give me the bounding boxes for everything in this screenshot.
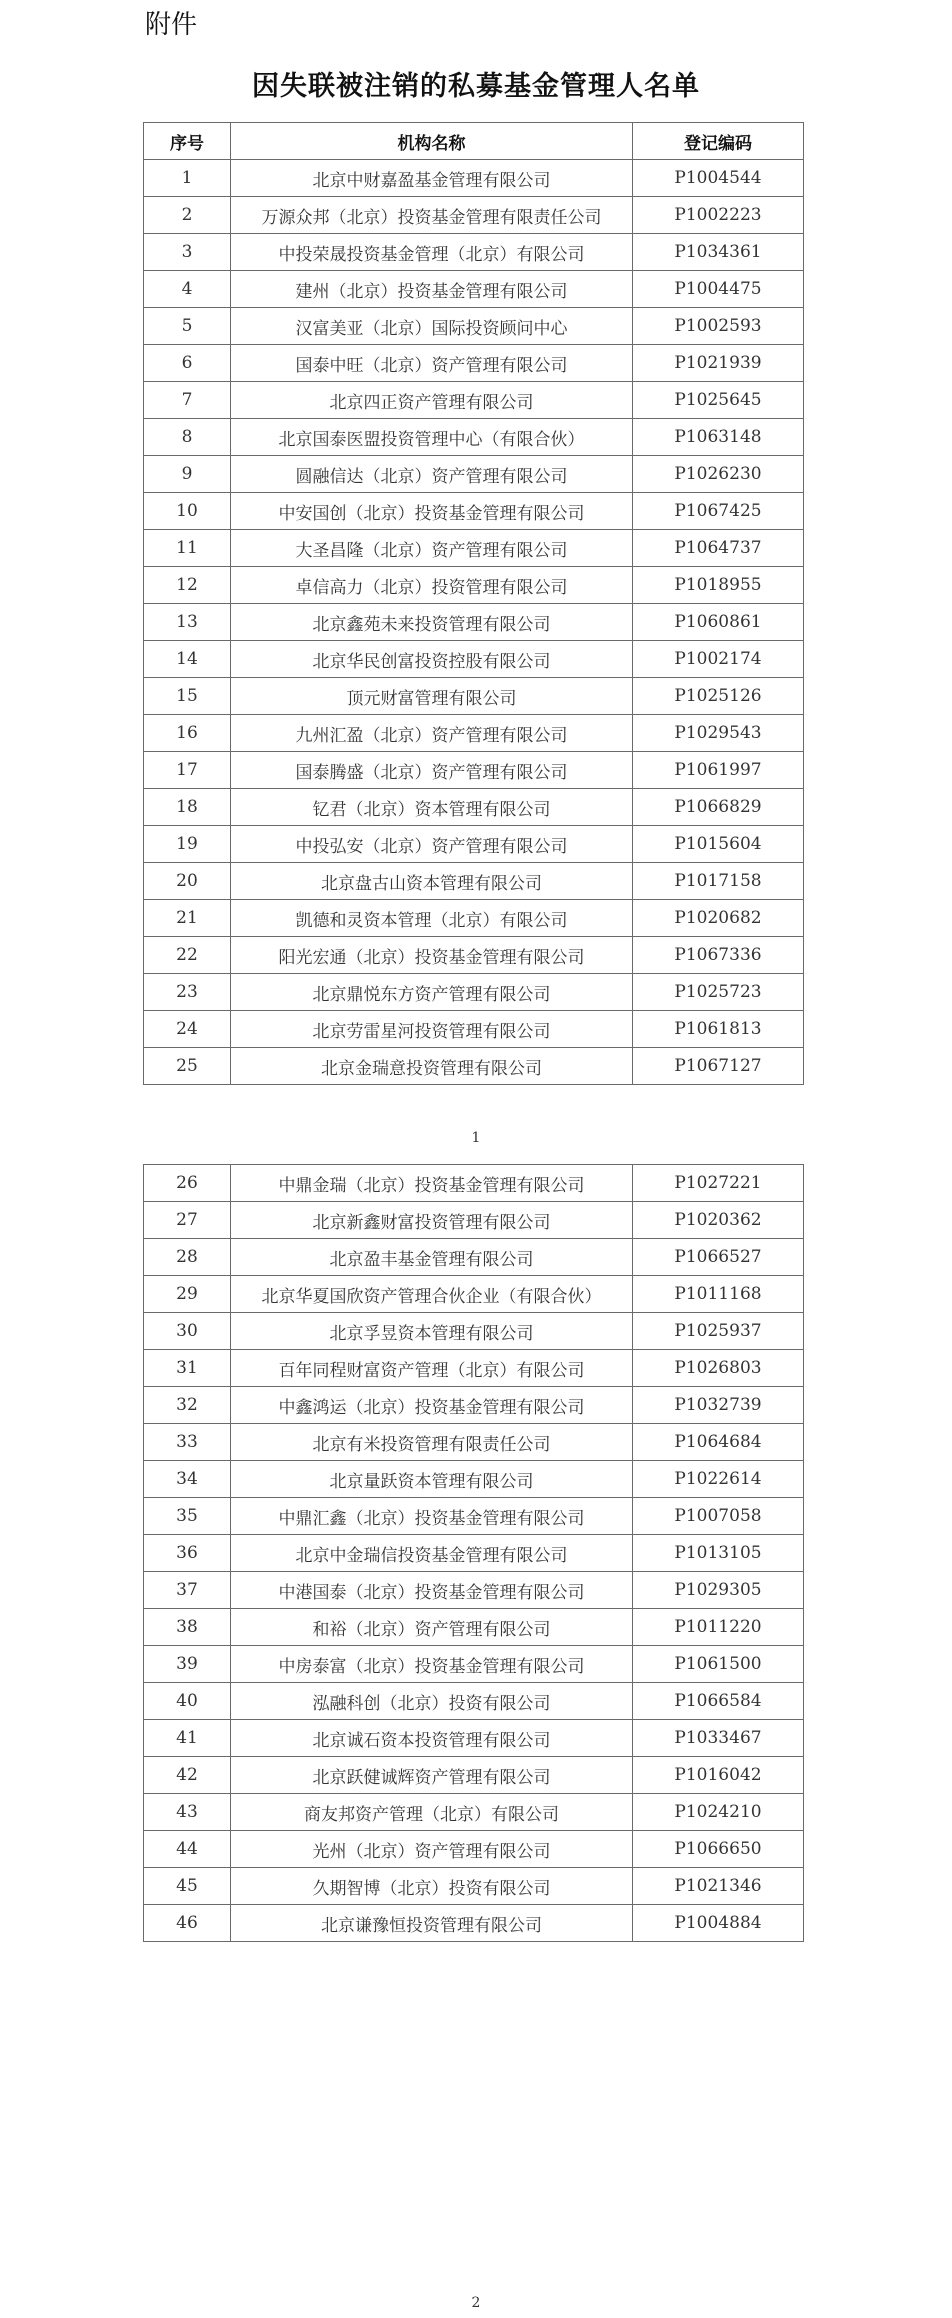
cell-seq: 28 xyxy=(144,1239,231,1276)
cell-institution-name: 百年同程财富资产管理（北京）有限公司 xyxy=(231,1350,633,1387)
table-row xyxy=(144,1424,804,1461)
cell-institution-name: 商友邦资产管理（北京）有限公司 xyxy=(231,1794,633,1831)
cell-institution-name: 久期智博（北京）投资有限公司 xyxy=(231,1868,633,1905)
header-code: 登记编码 xyxy=(633,123,804,160)
cell-institution-name: 北京四正资产管理有限公司 xyxy=(231,382,633,419)
cell-registration-code: P1002174 xyxy=(633,641,804,678)
cell-seq: 40 xyxy=(144,1683,231,1720)
cell-seq: 45 xyxy=(144,1868,231,1905)
table-row xyxy=(144,1239,804,1276)
table-row xyxy=(144,345,804,382)
cell-registration-code: P1017158 xyxy=(633,863,804,900)
cell-registration-code: P1011220 xyxy=(633,1609,804,1646)
cell-institution-name: 北京量跃资本管理有限公司 xyxy=(231,1461,633,1498)
table-row xyxy=(144,1868,804,1905)
cell-seq: 36 xyxy=(144,1535,231,1572)
manager-table-page-1 xyxy=(143,122,804,1085)
cell-institution-name: 北京鑫苑未来投资管理有限公司 xyxy=(231,604,633,641)
cell-registration-code: P1002593 xyxy=(633,308,804,345)
cell-registration-code: P1004884 xyxy=(633,1905,804,1942)
cell-registration-code: P1061813 xyxy=(633,1011,804,1048)
cell-registration-code: P1032739 xyxy=(633,1387,804,1424)
table-row xyxy=(144,1535,804,1572)
cell-institution-name: 北京诚石资本投资管理有限公司 xyxy=(231,1720,633,1757)
table-row xyxy=(144,1048,804,1085)
table-row xyxy=(144,937,804,974)
cell-seq: 17 xyxy=(144,752,231,789)
cell-registration-code: P1020682 xyxy=(633,900,804,937)
table-row xyxy=(144,641,804,678)
cell-registration-code: P1026803 xyxy=(633,1350,804,1387)
cell-institution-name: 北京谦豫恒投资管理有限公司 xyxy=(231,1905,633,1942)
cell-registration-code: P1020362 xyxy=(633,1202,804,1239)
table-row xyxy=(144,752,804,789)
table-row xyxy=(144,530,804,567)
table-row xyxy=(144,900,804,937)
cell-seq: 2 xyxy=(144,197,231,234)
table-row xyxy=(144,1646,804,1683)
cell-registration-code: P1027221 xyxy=(633,1165,804,1202)
table-row xyxy=(144,271,804,308)
cell-seq: 10 xyxy=(144,493,231,530)
table-row xyxy=(144,234,804,271)
cell-registration-code: P1034361 xyxy=(633,234,804,271)
cell-seq: 31 xyxy=(144,1350,231,1387)
cell-registration-code: P1029305 xyxy=(633,1572,804,1609)
table-row xyxy=(144,197,804,234)
cell-institution-name: 凯德和灵资本管理（北京）有限公司 xyxy=(231,900,633,937)
cell-institution-name: 大圣昌隆（北京）资产管理有限公司 xyxy=(231,530,633,567)
cell-institution-name: 汉富美亚（北京）国际投资顾问中心 xyxy=(231,308,633,345)
cell-seq: 35 xyxy=(144,1498,231,1535)
cell-registration-code: P1026230 xyxy=(633,456,804,493)
table-row xyxy=(144,678,804,715)
table-row xyxy=(144,419,804,456)
cell-institution-name: 国泰中旺（北京）资产管理有限公司 xyxy=(231,345,633,382)
cell-seq: 44 xyxy=(144,1831,231,1868)
cell-institution-name: 北京盈丰基金管理有限公司 xyxy=(231,1239,633,1276)
table-header-row xyxy=(144,123,804,160)
cell-registration-code: P1025723 xyxy=(633,974,804,1011)
cell-registration-code: P1015604 xyxy=(633,826,804,863)
cell-seq: 3 xyxy=(144,234,231,271)
cell-seq: 33 xyxy=(144,1424,231,1461)
cell-registration-code: P1060861 xyxy=(633,604,804,641)
cell-seq: 42 xyxy=(144,1757,231,1794)
table-row xyxy=(144,1609,804,1646)
table-row xyxy=(144,1831,804,1868)
table-row xyxy=(144,1011,804,1048)
table-row xyxy=(144,1757,804,1794)
cell-institution-name: 中鑫鸿运（北京）投资基金管理有限公司 xyxy=(231,1387,633,1424)
table-row xyxy=(144,826,804,863)
table-row xyxy=(144,1572,804,1609)
cell-institution-name: 北京新鑫财富投资管理有限公司 xyxy=(231,1202,633,1239)
cell-seq: 20 xyxy=(144,863,231,900)
cell-registration-code: P1066650 xyxy=(633,1831,804,1868)
cell-institution-name: 北京孚昱资本管理有限公司 xyxy=(231,1313,633,1350)
cell-institution-name: 阳光宏通（北京）投资基金管理有限公司 xyxy=(231,937,633,974)
table-row xyxy=(144,1202,804,1239)
cell-seq: 21 xyxy=(144,900,231,937)
cell-seq: 1 xyxy=(144,160,231,197)
cell-institution-name: 和裕（北京）资产管理有限公司 xyxy=(231,1609,633,1646)
table-row xyxy=(144,567,804,604)
cell-institution-name: 北京中金瑞信投资基金管理有限公司 xyxy=(231,1535,633,1572)
cell-seq: 38 xyxy=(144,1609,231,1646)
cell-institution-name: 中鼎金瑞（北京）投资基金管理有限公司 xyxy=(231,1165,633,1202)
cell-institution-name: 北京有米投资管理有限责任公司 xyxy=(231,1424,633,1461)
cell-registration-code: P1064737 xyxy=(633,530,804,567)
cell-registration-code: P1002223 xyxy=(633,197,804,234)
cell-institution-name: 中鼎汇鑫（北京）投资基金管理有限公司 xyxy=(231,1498,633,1535)
cell-registration-code: P1066584 xyxy=(633,1683,804,1720)
table-row xyxy=(144,974,804,1011)
cell-registration-code: P1024210 xyxy=(633,1794,804,1831)
cell-registration-code: P1064684 xyxy=(633,1424,804,1461)
cell-seq: 43 xyxy=(144,1794,231,1831)
table-row xyxy=(144,1165,804,1202)
cell-registration-code: P1067336 xyxy=(633,937,804,974)
cell-institution-name: 北京华民创富投资控股有限公司 xyxy=(231,641,633,678)
cell-institution-name: 国泰腾盛（北京）资产管理有限公司 xyxy=(231,752,633,789)
cell-institution-name: 九州汇盈（北京）资产管理有限公司 xyxy=(231,715,633,752)
cell-institution-name: 北京盘古山资本管理有限公司 xyxy=(231,863,633,900)
cell-institution-name: 卓信高力（北京）投资管理有限公司 xyxy=(231,567,633,604)
table-row xyxy=(144,863,804,900)
cell-seq: 12 xyxy=(144,567,231,604)
table-row xyxy=(144,308,804,345)
cell-seq: 30 xyxy=(144,1313,231,1350)
cell-institution-name: 钇君（北京）资本管理有限公司 xyxy=(231,789,633,826)
cell-institution-name: 北京劳雷星河投资管理有限公司 xyxy=(231,1011,633,1048)
cell-institution-name: 北京华夏国欣资产管理合伙企业（有限合伙） xyxy=(231,1276,633,1313)
header-seq: 序号 xyxy=(144,123,231,160)
table-row xyxy=(144,1350,804,1387)
manager-table-page-2 xyxy=(143,1164,804,1942)
cell-seq: 41 xyxy=(144,1720,231,1757)
cell-registration-code: P1004544 xyxy=(633,160,804,197)
cell-registration-code: P1025937 xyxy=(633,1313,804,1350)
cell-seq: 24 xyxy=(144,1011,231,1048)
cell-institution-name: 北京跃健诚辉资产管理有限公司 xyxy=(231,1757,633,1794)
cell-institution-name: 中安国创（北京）投资基金管理有限公司 xyxy=(231,493,633,530)
cell-registration-code: P1061997 xyxy=(633,752,804,789)
table-row xyxy=(144,382,804,419)
cell-registration-code: P1011168 xyxy=(633,1276,804,1313)
cell-institution-name: 万源众邦（北京）投资基金管理有限责任公司 xyxy=(231,197,633,234)
table-row xyxy=(144,604,804,641)
cell-institution-name: 光州（北京）资产管理有限公司 xyxy=(231,1831,633,1868)
cell-seq: 11 xyxy=(144,530,231,567)
cell-seq: 22 xyxy=(144,937,231,974)
document-title: 因失联被注销的私募基金管理人名单 xyxy=(252,71,700,102)
table-row xyxy=(144,1387,804,1424)
cell-registration-code: P1067127 xyxy=(633,1048,804,1085)
cell-registration-code: P1022614 xyxy=(633,1461,804,1498)
cell-seq: 23 xyxy=(144,974,231,1011)
cell-seq: 29 xyxy=(144,1276,231,1313)
table-row xyxy=(144,1461,804,1498)
cell-institution-name: 北京金瑞意投资管理有限公司 xyxy=(231,1048,633,1085)
cell-seq: 7 xyxy=(144,382,231,419)
cell-seq: 27 xyxy=(144,1202,231,1239)
cell-registration-code: P1025645 xyxy=(633,382,804,419)
cell-registration-code: P1007058 xyxy=(633,1498,804,1535)
cell-registration-code: P1029543 xyxy=(633,715,804,752)
cell-institution-name: 建州（北京）投资基金管理有限公司 xyxy=(231,271,633,308)
table-row xyxy=(144,1683,804,1720)
cell-registration-code: P1033467 xyxy=(633,1720,804,1757)
cell-institution-name: 中投荣晟投资基金管理（北京）有限公司 xyxy=(231,234,633,271)
table-row xyxy=(144,1720,804,1757)
cell-registration-code: P1018955 xyxy=(633,567,804,604)
table-row xyxy=(144,1794,804,1831)
table-row xyxy=(144,1313,804,1350)
cell-seq: 25 xyxy=(144,1048,231,1085)
cell-institution-name: 北京国泰医盟投资管理中心（有限合伙） xyxy=(231,419,633,456)
page-number: 2 xyxy=(471,2295,481,2311)
cell-seq: 9 xyxy=(144,456,231,493)
cell-institution-name: 北京鼎悦东方资产管理有限公司 xyxy=(231,974,633,1011)
cell-institution-name: 泓融科创（北京）投资有限公司 xyxy=(231,1683,633,1720)
cell-registration-code: P1021939 xyxy=(633,345,804,382)
table-row xyxy=(144,493,804,530)
table-row xyxy=(144,1905,804,1942)
cell-seq: 18 xyxy=(144,789,231,826)
cell-registration-code: P1066527 xyxy=(633,1239,804,1276)
attachment-label: 附件 xyxy=(145,10,198,40)
cell-seq: 13 xyxy=(144,604,231,641)
cell-seq: 4 xyxy=(144,271,231,308)
cell-registration-code: P1025126 xyxy=(633,678,804,715)
cell-institution-name: 中房泰富（北京）投资基金管理有限公司 xyxy=(231,1646,633,1683)
cell-seq: 26 xyxy=(144,1165,231,1202)
table-row xyxy=(144,456,804,493)
cell-seq: 19 xyxy=(144,826,231,863)
cell-registration-code: P1066829 xyxy=(633,789,804,826)
cell-seq: 8 xyxy=(144,419,231,456)
cell-registration-code: P1067425 xyxy=(633,493,804,530)
cell-institution-name: 顶元财富管理有限公司 xyxy=(231,678,633,715)
cell-institution-name: 中港国泰（北京）投资基金管理有限公司 xyxy=(231,1572,633,1609)
table-row xyxy=(144,160,804,197)
table-row xyxy=(144,715,804,752)
cell-seq: 15 xyxy=(144,678,231,715)
cell-registration-code: P1061500 xyxy=(633,1646,804,1683)
cell-registration-code: P1016042 xyxy=(633,1757,804,1794)
cell-seq: 46 xyxy=(144,1905,231,1942)
cell-seq: 16 xyxy=(144,715,231,752)
page-number: 1 xyxy=(471,1130,481,1146)
cell-institution-name: 圆融信达（北京）资产管理有限公司 xyxy=(231,456,633,493)
cell-registration-code: P1013105 xyxy=(633,1535,804,1572)
cell-seq: 6 xyxy=(144,345,231,382)
cell-seq: 32 xyxy=(144,1387,231,1424)
cell-institution-name: 北京中财嘉盈基金管理有限公司 xyxy=(231,160,633,197)
cell-registration-code: P1004475 xyxy=(633,271,804,308)
cell-seq: 5 xyxy=(144,308,231,345)
cell-registration-code: P1021346 xyxy=(633,1868,804,1905)
cell-seq: 34 xyxy=(144,1461,231,1498)
cell-seq: 37 xyxy=(144,1572,231,1609)
table-row xyxy=(144,1276,804,1313)
table-row xyxy=(144,1498,804,1535)
cell-seq: 39 xyxy=(144,1646,231,1683)
cell-registration-code: P1063148 xyxy=(633,419,804,456)
cell-seq: 14 xyxy=(144,641,231,678)
table-row xyxy=(144,789,804,826)
header-name: 机构名称 xyxy=(231,123,633,160)
cell-institution-name: 中投弘安（北京）资产管理有限公司 xyxy=(231,826,633,863)
